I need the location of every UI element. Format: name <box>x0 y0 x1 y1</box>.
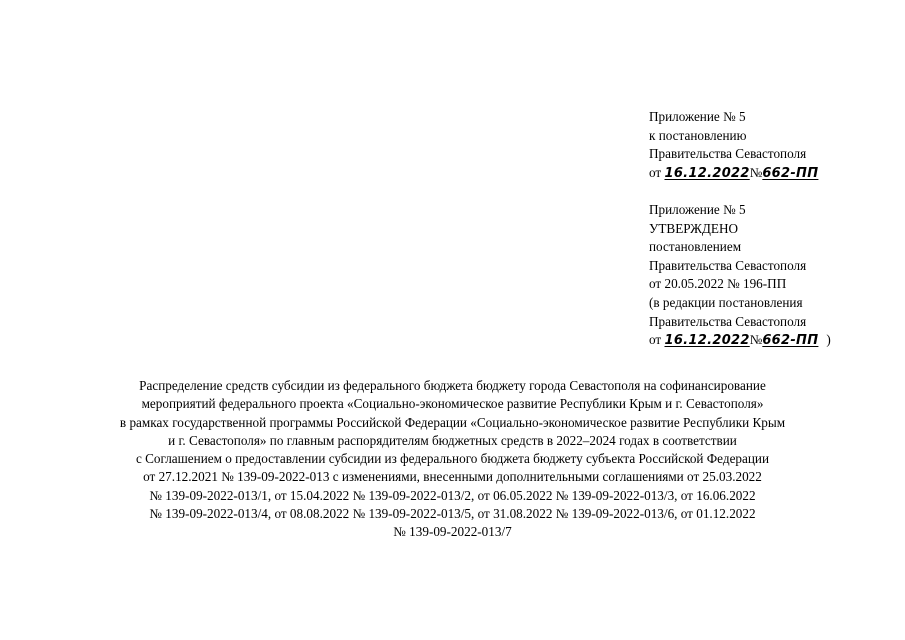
revision-authority: Правительства Севастополя <box>649 313 807 329</box>
appendix-reference: к постановлению <box>649 127 747 143</box>
appendix-authority: Правительства Севастополя <box>649 146 807 162</box>
title-line: от 27.12.2021 № 139-09-2022-013 с изменениями, внесенными дополнительными соглашениями от 25.03.2022 <box>143 469 762 485</box>
approved-stamp-text: УТВЕРЖДЕНО <box>649 220 739 236</box>
approval-by-resolution: постановлением <box>649 239 742 255</box>
title-line: № 139-09-2022-013/4, от 08.08.2022 № 139-09-2022-013/5, от 31.08.2022 № 139-09-2022-013/6, от 01.12.2022 <box>149 506 756 522</box>
title-line: и г. Севастополя» по главным распорядителям бюджетных средств в 2022–2024 годах в соответствии <box>168 432 737 448</box>
handwritten-date-field <box>664 164 749 184</box>
date-prefix: от <box>649 332 662 348</box>
date-prefix: от <box>649 164 662 180</box>
original-resolution-date: от 20.05.2022 № 196-ПП <box>649 276 787 292</box>
handwritten-date: 16.12.2022 <box>664 333 750 349</box>
title-line: Распределение средств субсидии из федерального бюджета бюджету города Севастополя на софинансирование <box>139 378 766 393</box>
title-line: с Соглашением о предоставлении субсидии из федерального бюджета бюджету субъекта Российской Федерации <box>135 451 770 467</box>
handwritten-number-field <box>762 331 826 351</box>
handwritten-number: 662-ПП <box>762 333 819 349</box>
closing-parenthesis: ) <box>826 332 831 348</box>
handwritten-date: 16.12.2022 <box>664 165 750 181</box>
handwritten-date-field <box>664 331 749 351</box>
approval-authority: Правительства Севастополя <box>649 257 807 273</box>
number-prefix: № <box>749 332 763 348</box>
revision-date-number-line <box>649 331 831 351</box>
title-line: № 139-09-2022-013/7 <box>393 524 512 540</box>
appendix-number: Приложение № 5 <box>649 109 746 124</box>
title-line: № 139-09-2022-013/1, от 15.04.2022 № 139-09-2022-013/2, от 06.05.2022 № 139-09-2022-013/3, от 16.06.2022 <box>149 487 756 503</box>
approval-appendix-number: Приложение № 5 <box>649 202 746 217</box>
title-line: мероприятий федерального проекта «Социально-экономическое развитие Республики Крым и г. Севастополя» <box>141 396 764 412</box>
number-prefix: № <box>749 164 763 180</box>
appendix-date-number-line <box>649 164 826 184</box>
document-title <box>30 377 875 542</box>
handwritten-number-field <box>762 164 826 184</box>
approval-header-block <box>649 201 831 351</box>
appendix-header-block <box>649 108 826 183</box>
handwritten-number: 662-ПП <box>762 165 819 181</box>
revision-note: (в редакции постановления <box>649 294 803 310</box>
title-line: в рамках государственной программы Российской Федерации «Социально-экономическое развитие Республики Крым <box>119 414 786 430</box>
